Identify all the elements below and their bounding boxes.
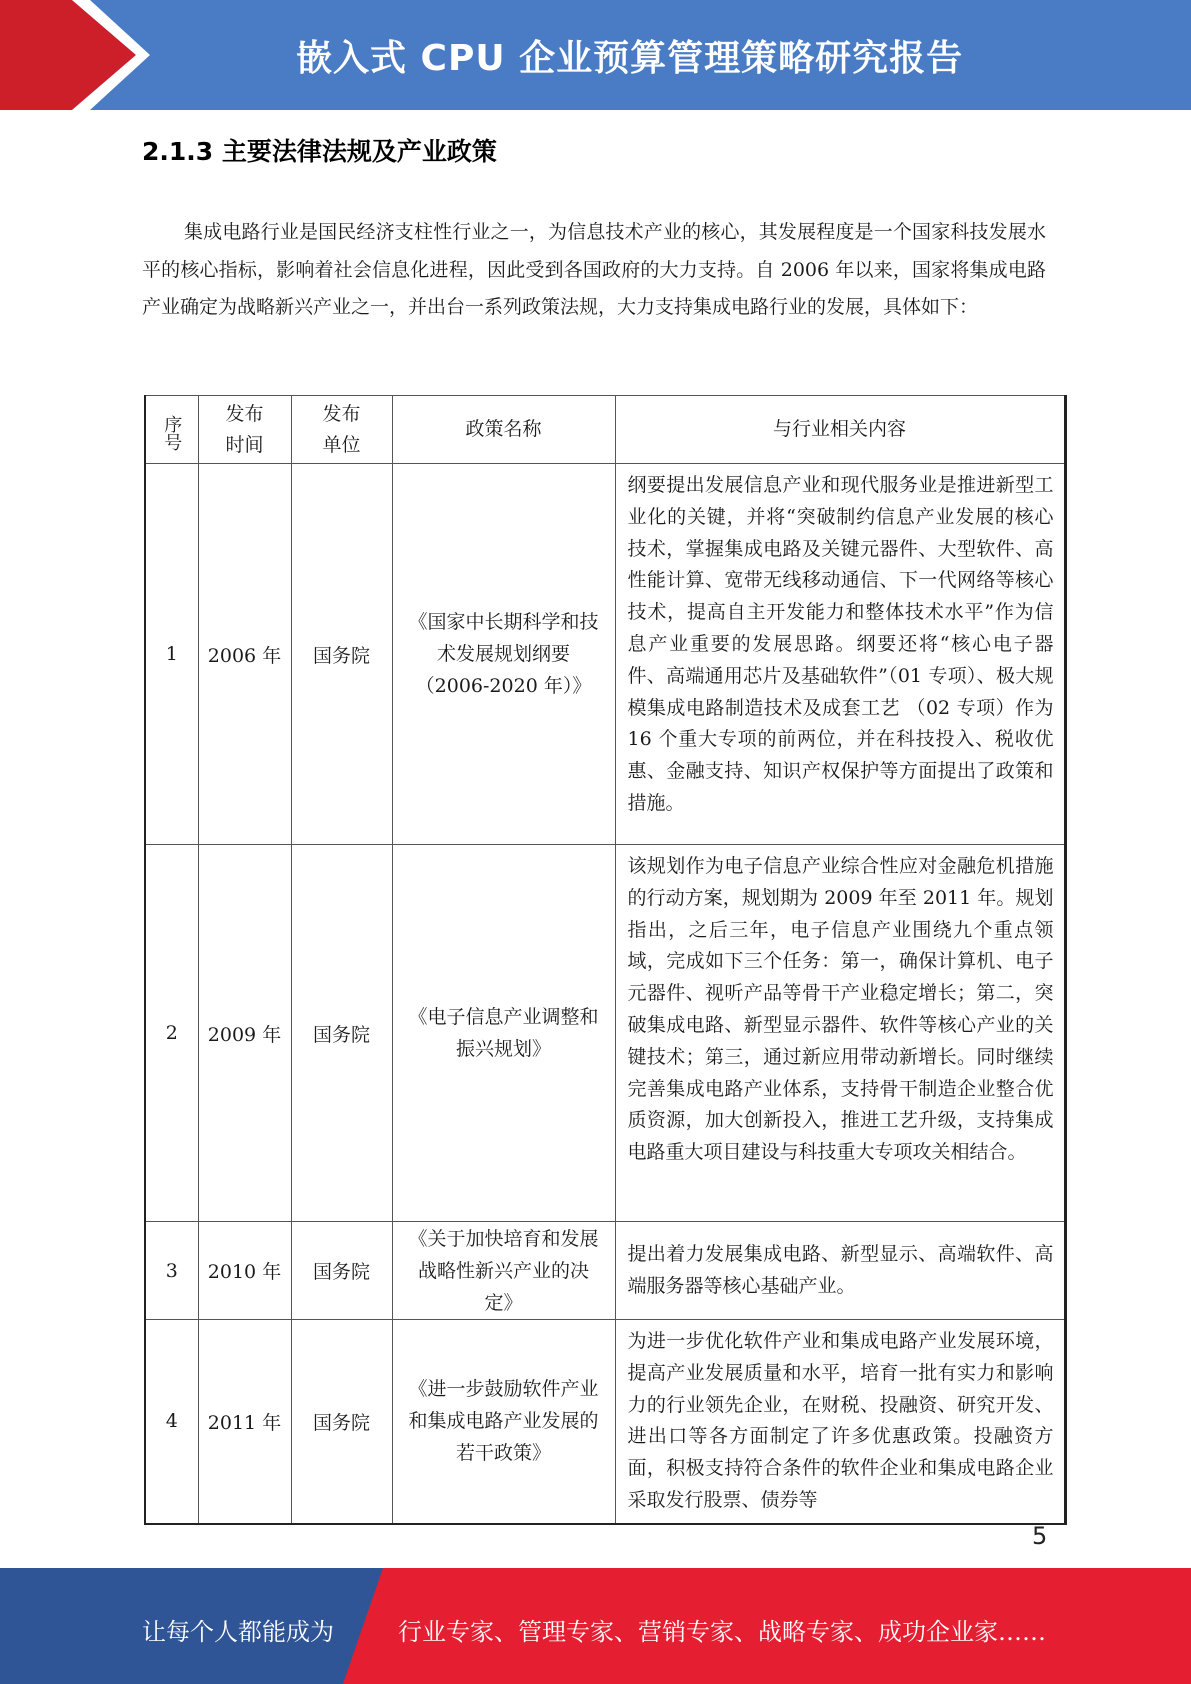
footer-band	[0, 1568, 1191, 1684]
row-seq: 4	[145, 1320, 198, 1524]
table-row	[145, 845, 1065, 1222]
header-date: 发布时间	[198, 396, 291, 464]
row-policy-name: 《国家中长期科学和技术发展规划纲要（2006-2020 年）》	[392, 464, 615, 845]
row-date: 2010 年	[198, 1222, 291, 1320]
header-name: 政策名称	[392, 396, 615, 464]
report-title: 嵌入式 CPU 企业预算管理策略研究报告	[296, 38, 964, 79]
row-date: 2009 年	[198, 845, 291, 1222]
footer-slogan-left: 让每个人都能成为	[142, 1618, 334, 1646]
footer-slogan-right: 行业专家、管理专家、营销专家、战略专家、成功企业家……	[398, 1618, 1046, 1646]
header-band	[0, 0, 1191, 110]
section-heading: 2.1.3 主要法律法规及产业政策	[142, 137, 497, 166]
row-content: 该规划作为电子信息产业综合性应对金融危机措施的行动方案，规划期为 2009 年至 2011 年。规划指出，之后三年，电子信息产业围绕九个重点领域，完成如下三个任务：第一，确保计算机、电子元器件、视听产品等骨干产业稳定增长；第二，突破集成电路、新型显示器件、软件等核心产业的关键技术；第三，通过新应用带动新增长。同时继续完善集成电路产业体系，支持骨干制造企业整合优质资源，加大创新投入，推进工艺升级，支持集成电路重大项目建设与科技重大专项攻关相结合。	[615, 845, 1065, 1222]
table-row	[145, 464, 1065, 845]
header-seq-label: 序号	[161, 414, 183, 451]
row-issuer: 国务院	[291, 845, 392, 1222]
table-row	[145, 1320, 1065, 1524]
row-issuer: 国务院	[291, 1222, 392, 1320]
row-seq: 1	[145, 464, 198, 845]
page-number: 5	[1032, 1522, 1048, 1550]
row-seq: 3	[145, 1222, 198, 1320]
row-date: 2006 年	[198, 464, 291, 845]
row-policy-name: 《进一步鼓励软件产业和集成电路产业发展的若干政策》	[392, 1320, 615, 1524]
header-content: 与行业相关内容	[615, 396, 1065, 464]
table-row	[145, 1222, 1065, 1320]
header-issuer: 发布单位	[291, 396, 392, 464]
row-date: 2011 年	[198, 1320, 291, 1524]
row-seq: 2	[145, 845, 198, 1222]
row-policy-name: 《关于加快培育和发展战略性新兴产业的决定》	[392, 1222, 615, 1320]
row-issuer: 国务院	[291, 1320, 392, 1524]
policy-table	[144, 395, 1067, 1525]
table-header-row	[145, 396, 1065, 464]
intro-paragraph: 集成电路行业是国民经济支柱性行业之一，为信息技术产业的核心，其发展程度是一个国家科技发展水平的核心指标，影响着社会信息化进程，因此受到各国政府的大力支持。自 2006 年以来，国家将集成电路产业确定为战略新兴产业之一，并出台一系列政策法规，大力支持集成电路行业的发展，具体如下：	[142, 221, 1046, 318]
row-content: 为进一步优化软件产业和集成电路产业发展环境，提高产业发展质量和水平，培育一批有实力和影响力的行业领先企业，在财税、投融资、研究开发、进出口等各方面制定了许多优惠政策。投融资方面，积极支持符合条件的软件企业和集成电路企业采取发行股票、债券等	[615, 1320, 1065, 1524]
row-policy-name: 《电子信息产业调整和振兴规划》	[392, 845, 615, 1222]
header-seq	[145, 396, 198, 464]
row-content: 纲要提出发展信息产业和现代服务业是推进新型工业化的关键，并将“突破制约信息产业发展的核心技术，掌握集成电路及关键元器件、大型软件、高性能计算、宽带无线移动通信、下一代网络等核心技术，提高自主开发能力和整体技术水平”作为信息产业重要的发展思路。纲要还将“核心电子器件、高端通用芯片及基础软件”（01 专项）、极大规模集成电路制造技术及成套工艺 （02 专项）作为 16 个重大专项的前两位，并在科技投入、税收优惠、金融支持、知识产权保护等方面提出了政策和措施。	[615, 464, 1065, 845]
header-arrow-decoration	[0, 0, 150, 110]
row-content: 提出着力发展集成电路、新型显示、高端软件、高端服务器等核心基础产业。	[615, 1222, 1065, 1320]
row-issuer: 国务院	[291, 464, 392, 845]
